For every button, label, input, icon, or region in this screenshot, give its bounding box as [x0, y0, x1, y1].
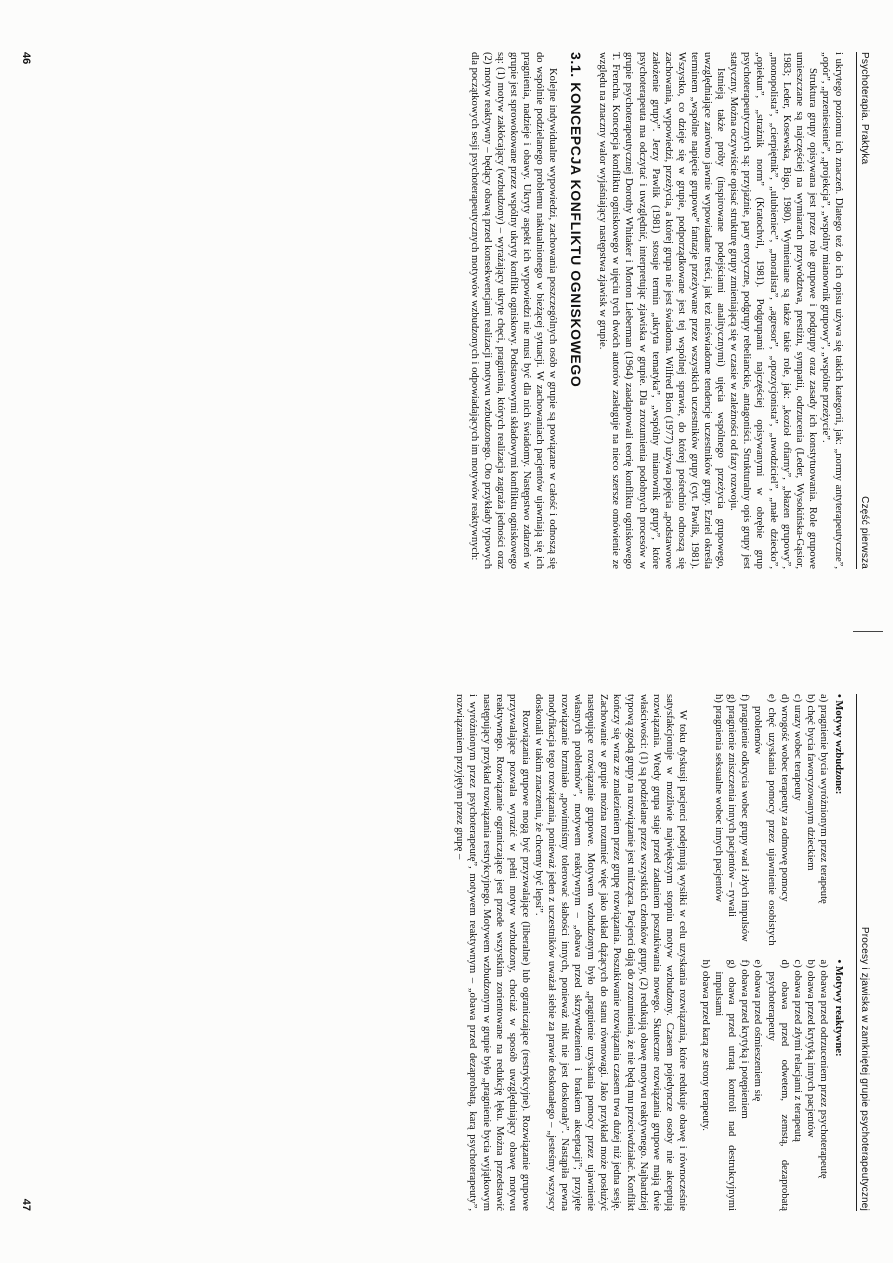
left-running-header [856, 52, 871, 569]
list-item: d) obawa przed odwetem, zemstą, dezaprobatą psychoterapeuty [765, 959, 790, 1211]
page-number-right: 47 [20, 1198, 32, 1211]
left-header-part: Część pierwsza [859, 496, 870, 569]
paragraph: Istnieją także próby (inspirowane podejściami analitycznymi) ujęcia wspólnego przeżycia grupowego, uwzględniające zarówno jawnie wypowiadane treści, jak też nieświadome tendencje uczestników grupy. Ezriel określa terminem „wspólne napięcie grupowe” fantazje przeżywane przez wszystkich uczestników grupy (cyt. Pawlik, 1981). Wszystko, co dzieje się w grupie, podporządkowane jest tej wspólnej sprawie, do której pośrednio odnoszą się zachowania, wypowiedzi, przeżycia, a której grupa nie jest świadoma. Wilfred Bion (1977) używa pojęcia „podstawowe założenie grupy”. Jerzy Pawlik (1981) stosuje termin „ukryta tematyka”, „wspólny mianownik grupy”, które psychoterapeuta ma odczytać i uwzględnić, interpretując zjawiska w grupie. Dla zrozumienia podobnych procesów w grupie psychoterapeutycznej Dorothy Whitaker i Morton Lieberman (1964) zaadaptowali teorię konfliktu ogniskowego T. Frencha. Koncepcja konfliktu ogniskowego w ujęciu tych dwóch autorów zasługuje na nieco szersze omówienie ze względu na znaczny walor wyjaśniający następstwa zjawisk w grupie. [597, 52, 727, 569]
motives-reactive-title: • Motywy reaktywne: [833, 959, 844, 1057]
right-page [0, 642, 893, 1263]
section-heading: 3.1. KONCEPCJA KONFLIKTU OGNISKOWEGO [568, 52, 585, 388]
paragraph: Struktura grupy opisywana jest przez role grupowe i podgrupy oraz zasady ich konstytuowania. Role grupowe umieszczane są najczęściej na wymiarach przywództwa, prestiżu, sympatii, odrzucenia (Leder, Wysokińska-Gąsior, 1983; Leder, Kosewska, Bigo, 1980). Wymieniane są także takie role, jak: „kozioł ofiarny”, „błazen grupowy”, „monopolista”, „cierpiętnik”, „ulubieniec”, „moralista”, „agresor”, „opozycjonista”, „uwodziciel”, „małe dziecko”, „opiekun”, „strażnik norm” (Kratochvil, 1981). Podgrupami najczęściej opisywanymi w obrębie grup psychoterapeutycznych są: przyjaźnie, pary erotyczne, podgrupy rebelianckie, antagoniści. Strukturalny opis grupy jest statyczny. Można oczywiście opisać strukturę grupy zmieniającą się w czasie w zależności od fazy rozwoju. [728, 52, 818, 569]
list-item: f) obawa przed krytyką i potępieniem [739, 959, 751, 1119]
left-page-body [467, 52, 845, 569]
motives-aroused-title: • Motywy wzbudzone: [833, 694, 844, 795]
list-item: c) obawa przed złymi relacjami z terapeutą [791, 959, 803, 1142]
left-header-title: Psychoterapia. Praktyka [859, 52, 870, 165]
right-page-body [453, 694, 845, 1211]
list-item: c) urazy wobec terapeuty [791, 694, 803, 801]
list-item: h) obawa przed karą ze strony terapeuty. [700, 959, 712, 1131]
list-item: b) obawa przed krytyką innych pacjentów [804, 959, 816, 1138]
page-number-left: 46 [20, 52, 32, 65]
list-item: d) wrogość wobec terapeuty za odmowę pomocy [778, 694, 790, 902]
list-item: e) chęć uzyskania pomocy przez ujawnienie osobistych problemów [752, 694, 777, 946]
paragraph: W toku dyskusji pacjenci podejmują wysiłki w celu uzyskania rozwiązania, które redukuje obawę i równocześnie satysfakcjonuje w możliwie największym stopniu motyw wzbudzony. Czasem pojedyncze osoby nie akceptują rozwiązania. Wtedy grupa staje przed zadaniem poszukiwania nowego. Skuteczne rozwiązania grupowe mają dwie właściwości: (1) są podzielane przez wszystkich członków grupy, (2) redukują obawę motywu reaktywnego. Najbardziej typową zgodą grupy na rozwiązanie jest milcząca. Pacjenci dają do zrozumienia, że nie będą mu przeciwdziałać. Konflikt kończy się wraz ze znalezieniem przez grupę rozwiązania. Poszukiwanie rozwiązania czasem trwa dużej niż jedna sesję. Zachowanie w grupie można rozumieć więc jako układ dążących do stanu równowagi. Jako przykład może posłużyć następujące rozwiązanie grupowe. Motywem wzbudzonym było „pragnienie uzyskania pomocy przez ujawnienie własnych problemów”, motywem reaktywnym – „obawa przed skrzywdzeniem i brakiem akceptacji”; przyjęte rozwiązanie brzmiało „powinniśmy tolerować słabości innych, ponieważ nikt nie jest doskonały”. Nastąpiła pewna modyfikacja tego rozwiązania, ponieważ jeden z uczestników uważał siebie za prawie doskonałego – „jesteśmy wszyscy doskonali w takim znaczeniu, że chcemy być lepsi”. [532, 694, 688, 1211]
paragraph: Rozwiązania grupowe mogą być przyzwalające (liberalne) lub ograniczające (restrykcyjne). Rozwiązanie grupowe przyzwalające pozwala wyrazić w pełni motyw wzbudzony, chociaż w sposób uwzględniający obawę motywu reaktywnego. Rozwiązanie ograniczające jest przede wszystkim zorientowane na redukcję lęku. Można przedstawić następujący przykład rozwiązania restrykcyjnego. Motywem wzbudzonym w grupie było „pragnienie bycia wyjątkowym i wyróżnionym przez psychoterapeutę”, motywem reaktywnym – „obawa przed dezaprobatą, karą psychoterapeuty”, rozwiązaniem przyjętym przez grupę – [454, 694, 531, 1211]
motives-columns [699, 694, 845, 1211]
right-running-header [856, 694, 871, 1211]
paragraph: i ukrytego poziomu ich znaczeń. Dlatego też do ich opisu używa się takich kategorii, jak: „normy antyterapeutyczne”, „opór”, „przeniesienie”, „projekcja”, „wspólny mianownik grupowy”, „wspólne przeżycie”. [819, 52, 844, 569]
motives-reactive-list [699, 960, 845, 1212]
list-item: a) obawa przed odrzuceniem przez psychoterapeutę [817, 959, 829, 1179]
list-item: a) pragnienie bycia wyróżnionym przez terapeutę [817, 694, 829, 904]
paragraph: Kolejne indywidualne wypowiedzi, zachowania poszczególnych osób w grupie są powiązane w całość i odnoszą się do wspólnie podzielanego problemu naktualnionego w bieżącej sytuacji. W zachowaniach pacjentów ujawniają się ich pragnienia, nadzieje i obawy. Ukryty aspekt ich wypowiedzi nie musi być dla nich świadomy. Następstwo zdarzeń w grupie jest sprowokowane przez wspólny ukryty konflikt ogniskowy. Podstawowymi składowymi konfliktu ogniskowego są: (1) motyw zakłócający (wzbudzony) – wyrażający ukryte chęci, pragnienia, których realizacja zagraża jedności oraz (2) motyw reaktywny – będący obawą przed konsekwencjami realizacji motywu wzbudzonego. Oto przykłady typowych dla początkowych sesji psychoterapeutycznych motywów wzbudzonych i odpowiadających im motywów reaktywnych: [468, 52, 559, 569]
gutter-mark [853, 631, 883, 632]
list-item: g) pragnienie zniszczenia innych pacjentów – rywali [726, 694, 738, 917]
right-header-title: Procesy i zjawiska w zamkniętej grupie psychoterapeutycznej [859, 926, 870, 1211]
left-page [0, 0, 893, 621]
list-item: f) pragnienie odkrycia wobec grupy wad i złych impulsów [739, 694, 751, 942]
list-item: h) pragnienia seksualne wobec innych pacjentów [713, 694, 725, 902]
motives-aroused-list [699, 694, 845, 946]
list-item: e) obawa przed ośmieszeniem się [752, 959, 764, 1102]
list-item: g) obawa przed utratą kontroli nad destrukcyjnymi impulsami [713, 959, 738, 1211]
list-item: b) chęć bycia faworyzowanym dzieckiem [804, 694, 816, 871]
